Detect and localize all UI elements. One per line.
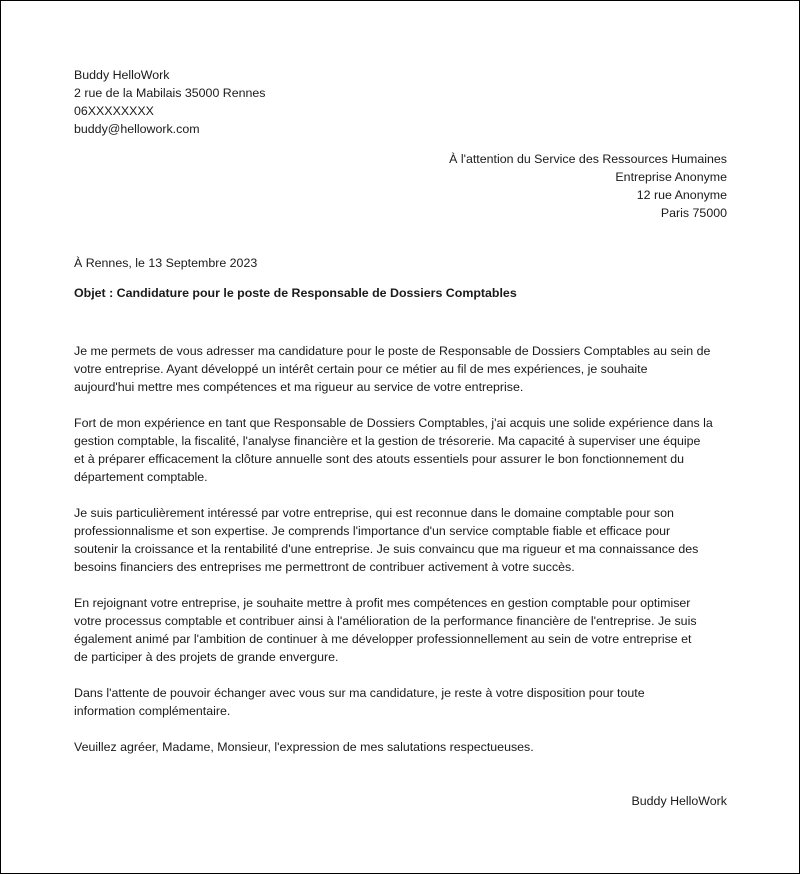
- paragraph-line: Veuillez agréer, Madame, Monsieur, l'expression de mes salutations respectueuses.: [74, 740, 534, 754]
- recipient-block: [449, 150, 727, 222]
- paragraph-line: soutenir la croissance et la rentabilité d'une entreprise. Je suis convaincu que ma rigueur et ma connaissance des: [74, 542, 699, 556]
- paragraph-line: et à préparer efficacement la clôture annuelle sont des atouts essentiels pour assurer le bon fonctionnement du: [74, 452, 685, 466]
- paragraph-line: Je suis particulièrement intéressé par votre entreprise, qui est reconnue dans le domaine comptable pour son: [74, 506, 674, 520]
- sender-address: 2 rue de la Mabilais 35000 Rennes: [74, 86, 266, 100]
- paragraph-line: Fort de mon expérience en tant que Responsable de Dossiers Comptables, j'ai acquis une solide expérience dans la: [74, 416, 713, 430]
- sender-block: [74, 66, 266, 138]
- recipient-street: 12 rue Anonyme: [636, 188, 727, 202]
- recipient-company: Entreprise Anonyme: [615, 170, 727, 184]
- recipient-city: Paris 75000: [660, 206, 727, 220]
- paragraph-line: département comptable.: [74, 470, 208, 484]
- paragraph-line: besoins financiers des entreprises me permettront de contribuer activement à votre succès.: [74, 560, 575, 574]
- closing-paragraph: [74, 738, 734, 756]
- paragraph: [74, 684, 734, 720]
- paragraph-line: information complémentaire.: [74, 704, 231, 718]
- paragraph-line: aujourd'hui mettre mes compétences et ma rigueur au service de votre entreprise.: [74, 380, 524, 394]
- paragraph-line: de participer à des projets de grande envergure.: [74, 650, 339, 664]
- letter-subject: Objet : Candidature pour le poste de Responsable de Dossiers Comptables: [74, 286, 517, 300]
- paragraph-line: Dans l'attente de pouvoir échanger avec vous sur ma candidature, je reste à votre disposition pour toute: [74, 686, 645, 700]
- paragraph-line: votre entreprise. Ayant développé un intérêt certain pour ce métier au fil de mes expériences, je souhaite: [74, 362, 648, 376]
- letter-date: À Rennes, le 13 Septembre 2023: [74, 256, 258, 270]
- paragraph-line: professionnalisme et son expertise. Je comprends l'importance d'un service comptable fiable et efficace pour: [74, 524, 671, 538]
- paragraph-line: votre processus comptable et contribuer ainsi à l'amélioration de la performance financière de l'entreprise. Je suis: [74, 614, 697, 628]
- signature: Buddy HelloWork: [631, 794, 727, 808]
- recipient-attention: À l'attention du Service des Ressources Humaines: [449, 152, 727, 166]
- paragraph-line: En rejoignant votre entreprise, je souhaite mettre à profit mes compétences en gestion comptable pour optimiser: [74, 596, 691, 610]
- paragraph: [74, 414, 734, 486]
- sender-name: Buddy HelloWork: [74, 68, 170, 82]
- sender-email: buddy@hellowork.com: [74, 122, 200, 136]
- sender-phone: 06XXXXXXXX: [74, 104, 154, 118]
- letter-body: [74, 342, 734, 774]
- paragraph: [74, 342, 734, 396]
- paragraph: [74, 594, 734, 666]
- paragraph-line: gestion comptable, la fiscalité, l'analyse financière et la gestion de trésorerie. Ma capacité à superviser une équipe: [74, 434, 701, 448]
- paragraph-line: également animé par l'ambition de continuer à me développer professionnellement au sein de votre entreprise et: [74, 632, 692, 646]
- paragraph-line: Je me permets de vous adresser ma candidature pour le poste de Responsable de Dossiers Comptables au sein de: [74, 344, 711, 358]
- paragraph: [74, 504, 734, 576]
